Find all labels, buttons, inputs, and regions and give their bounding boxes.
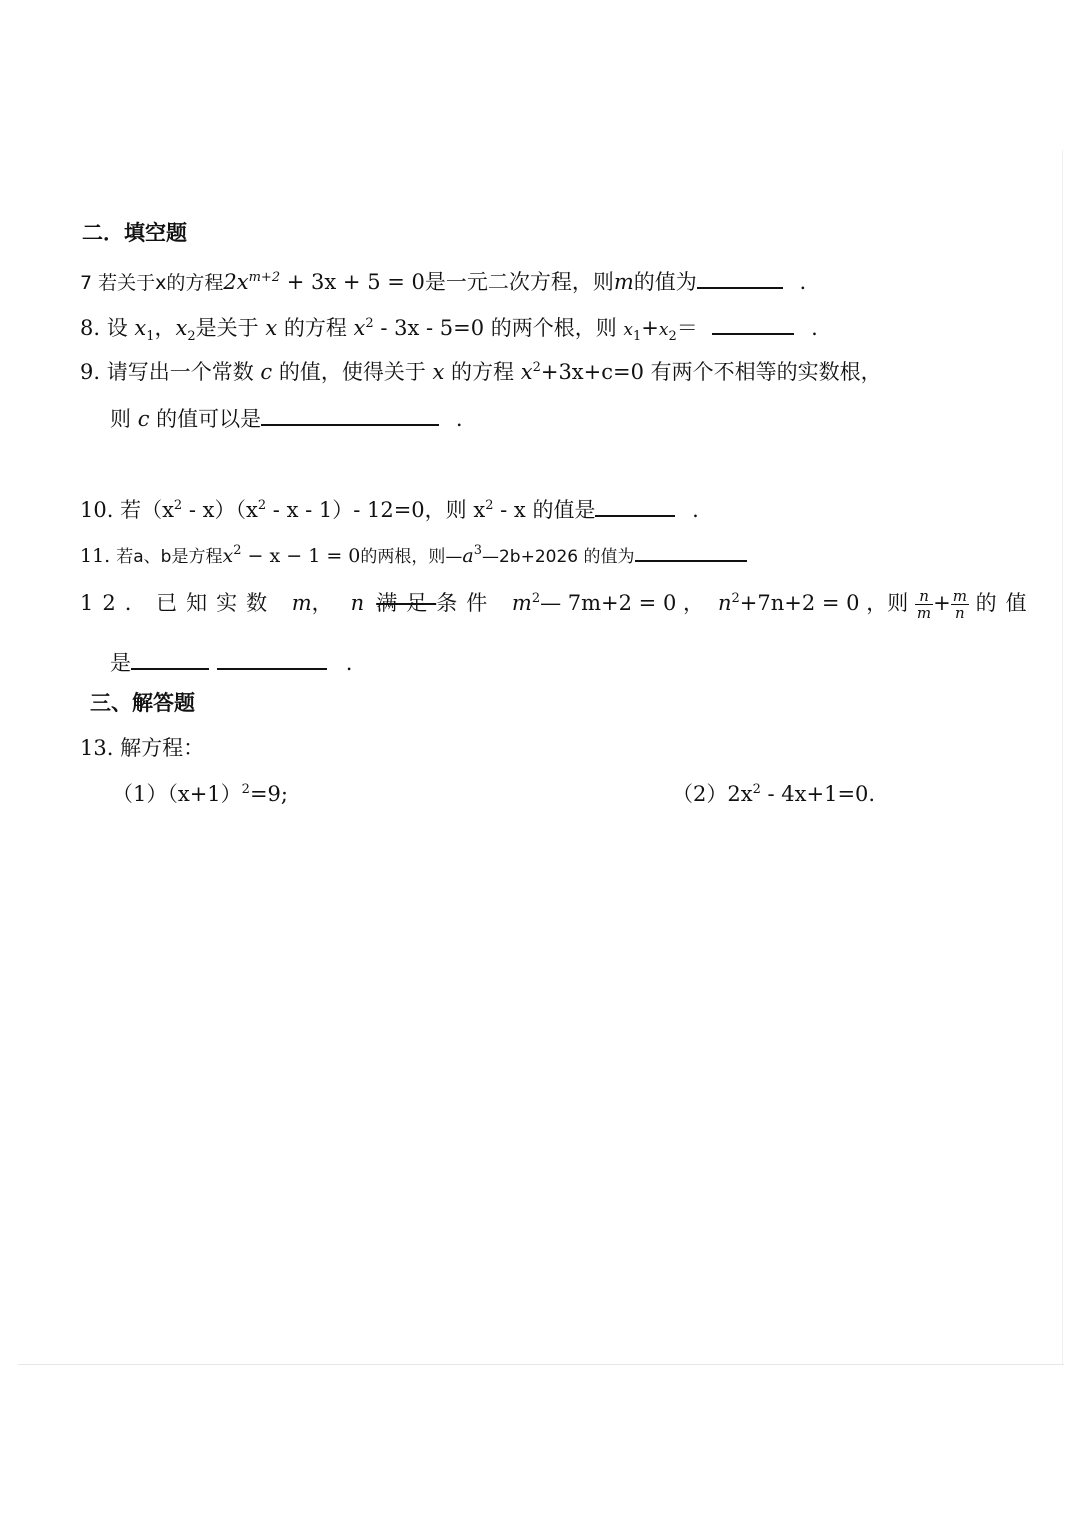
- q11-eq-var: x: [222, 545, 234, 567]
- scan-bottom-edge: [18, 1364, 1064, 1365]
- q8-plus: +: [641, 316, 659, 340]
- q10-exp-1: 2: [173, 498, 183, 513]
- question-10: [80, 493, 699, 529]
- q12-text-3: 的值: [975, 591, 1036, 615]
- q7-label: 7 若关于x的方程: [80, 272, 224, 294]
- question-8: [80, 311, 818, 347]
- q12-answer-blank-2[interactable]: [217, 646, 327, 670]
- question-13-title: 13. 解方程：: [80, 736, 205, 760]
- question-13-part-1: [112, 779, 288, 813]
- q10-period: .: [692, 498, 699, 522]
- q7-period: .: [799, 270, 807, 294]
- q10-exp-2: 2: [257, 498, 267, 513]
- q8-sum-x1: x: [623, 320, 634, 340]
- q12-eq2-n: n: [717, 591, 732, 615]
- q8-sum-x2: x: [658, 320, 669, 340]
- question-9-line-1: [80, 357, 882, 391]
- q8-eq-x: x: [353, 316, 366, 340]
- q13-p1-rest: =9;: [249, 782, 288, 806]
- q10-text-4: - x 的值是: [493, 498, 596, 522]
- q8-eq-rest: - 3x - 5=0 的两个根，则: [373, 316, 624, 340]
- q11-text-1: 若a、b是方程: [116, 547, 223, 567]
- q12-text-2: 条件: [436, 591, 512, 615]
- scan-right-edge: [1062, 150, 1063, 1364]
- q12-plus: +: [933, 591, 951, 615]
- question-12-line-1: [80, 588, 1036, 622]
- q12-n: n: [350, 591, 365, 615]
- q9-text-d: +3x+c=0 有两个不相等的实数根，: [540, 360, 882, 384]
- q9-text-b: 的值，使得关于: [272, 360, 433, 384]
- question-11: [80, 538, 747, 574]
- section-heading-solutions: 三、解答题: [90, 691, 195, 715]
- q8-text: 是关于: [195, 316, 266, 340]
- q8-eq-sign: ＝: [676, 316, 698, 340]
- q12-eq1-m: m: [511, 591, 532, 615]
- q12-eq2: +7n+2 = 0 ，则: [739, 591, 909, 615]
- q9-period: .: [455, 407, 463, 431]
- q8-answer-blank[interactable]: [712, 311, 794, 335]
- q13-p2-exp: 2: [752, 782, 761, 797]
- q12-answer-blank-1[interactable]: [131, 646, 209, 670]
- q13-p1-label: （1）（x+1）: [112, 782, 242, 806]
- q11-text-2: 的两根，则—: [360, 547, 463, 567]
- q12-comma: ，: [311, 591, 333, 615]
- q7-var: m: [613, 270, 634, 294]
- q11-eq-rest: − x − 1 = 0: [241, 545, 361, 567]
- q8-x2-sub: 2: [187, 329, 196, 344]
- q7-equation: $2x^{m+2} + 3x + 5 = 0$: [223, 270, 425, 294]
- q10-text-3: - x - 1）- 12=0，则 x: [266, 498, 486, 522]
- q8-var: x: [265, 316, 278, 340]
- q8-text2: 的方程: [277, 316, 354, 340]
- q9-exp: 2: [532, 360, 541, 375]
- q9-text-c: 的方程: [444, 360, 521, 384]
- question-9-line-2: [110, 402, 463, 434]
- q11-text-3: —2b+2026 的值为: [481, 547, 635, 567]
- q12-m: m: [291, 591, 312, 615]
- q11-label: 11.: [80, 545, 111, 567]
- q10-exp-3: 2: [485, 498, 494, 513]
- section-heading-fill-in: 二．填空题: [82, 221, 187, 245]
- q10-answer-blank[interactable]: [595, 493, 675, 517]
- question-13-part-2: [672, 779, 875, 813]
- q12-period: .: [345, 651, 353, 675]
- q12-fraction-n-over-m: $\frac{n}{m}$: [916, 587, 932, 622]
- q9-c: c: [260, 360, 273, 384]
- q12-eq1-exp: 2: [531, 591, 541, 606]
- q13-p1-exp: 2: [241, 782, 250, 797]
- q12-text-1: 12. 已知实数: [80, 591, 292, 615]
- q8-period: .: [811, 316, 818, 340]
- q8-x1: x: [134, 316, 147, 340]
- q13-p2-label: （2）2x: [672, 782, 753, 806]
- q9-text-a: 9. 请写出一个常数: [80, 360, 261, 384]
- q9-eq-x: x: [520, 360, 533, 384]
- question-7: [80, 265, 806, 301]
- q12-eq2-exp: 2: [731, 591, 740, 606]
- q9-line2-b: 的值可以是: [149, 407, 262, 431]
- q8-label: 8. 设: [80, 316, 135, 340]
- q9-x: x: [432, 360, 445, 384]
- q10-text-1: 10. 若（x: [80, 498, 174, 522]
- q9-line2-a: 则: [110, 407, 138, 431]
- q13-p2-rest: - 4x+1=0.: [760, 782, 876, 806]
- q12-eq1: — 7m+2 = 0 ，: [540, 591, 704, 615]
- q10-text-2: - x）（x: [182, 498, 258, 522]
- q8-x1-sub: 1: [146, 329, 155, 344]
- q7-text: 是一元二次方程，则: [424, 270, 614, 294]
- q11-exp: 2: [233, 543, 242, 558]
- q8-x2: x: [175, 316, 188, 340]
- q11-answer-blank[interactable]: [635, 538, 747, 562]
- q7-text-end: 的值为: [633, 270, 697, 294]
- q8-comma: ，: [154, 316, 176, 340]
- q12-fraction-m-over-n: $\frac{m}{n}$: [952, 587, 967, 622]
- q9-answer-blank[interactable]: [261, 402, 439, 426]
- q7-answer-blank[interactable]: [697, 265, 783, 289]
- q12-struck-text: 满足: [376, 591, 437, 615]
- question-12-line-2: [110, 646, 352, 678]
- q9-line2-c: c: [137, 407, 150, 431]
- q8-sum-sub2: 2: [668, 329, 677, 344]
- q8-sum-sub1: 1: [633, 329, 642, 344]
- q11-exp3: 3: [473, 543, 482, 558]
- q12-line2-text: 是: [110, 651, 131, 675]
- q8-exp: 2: [365, 316, 374, 331]
- q11-a: a: [462, 545, 474, 567]
